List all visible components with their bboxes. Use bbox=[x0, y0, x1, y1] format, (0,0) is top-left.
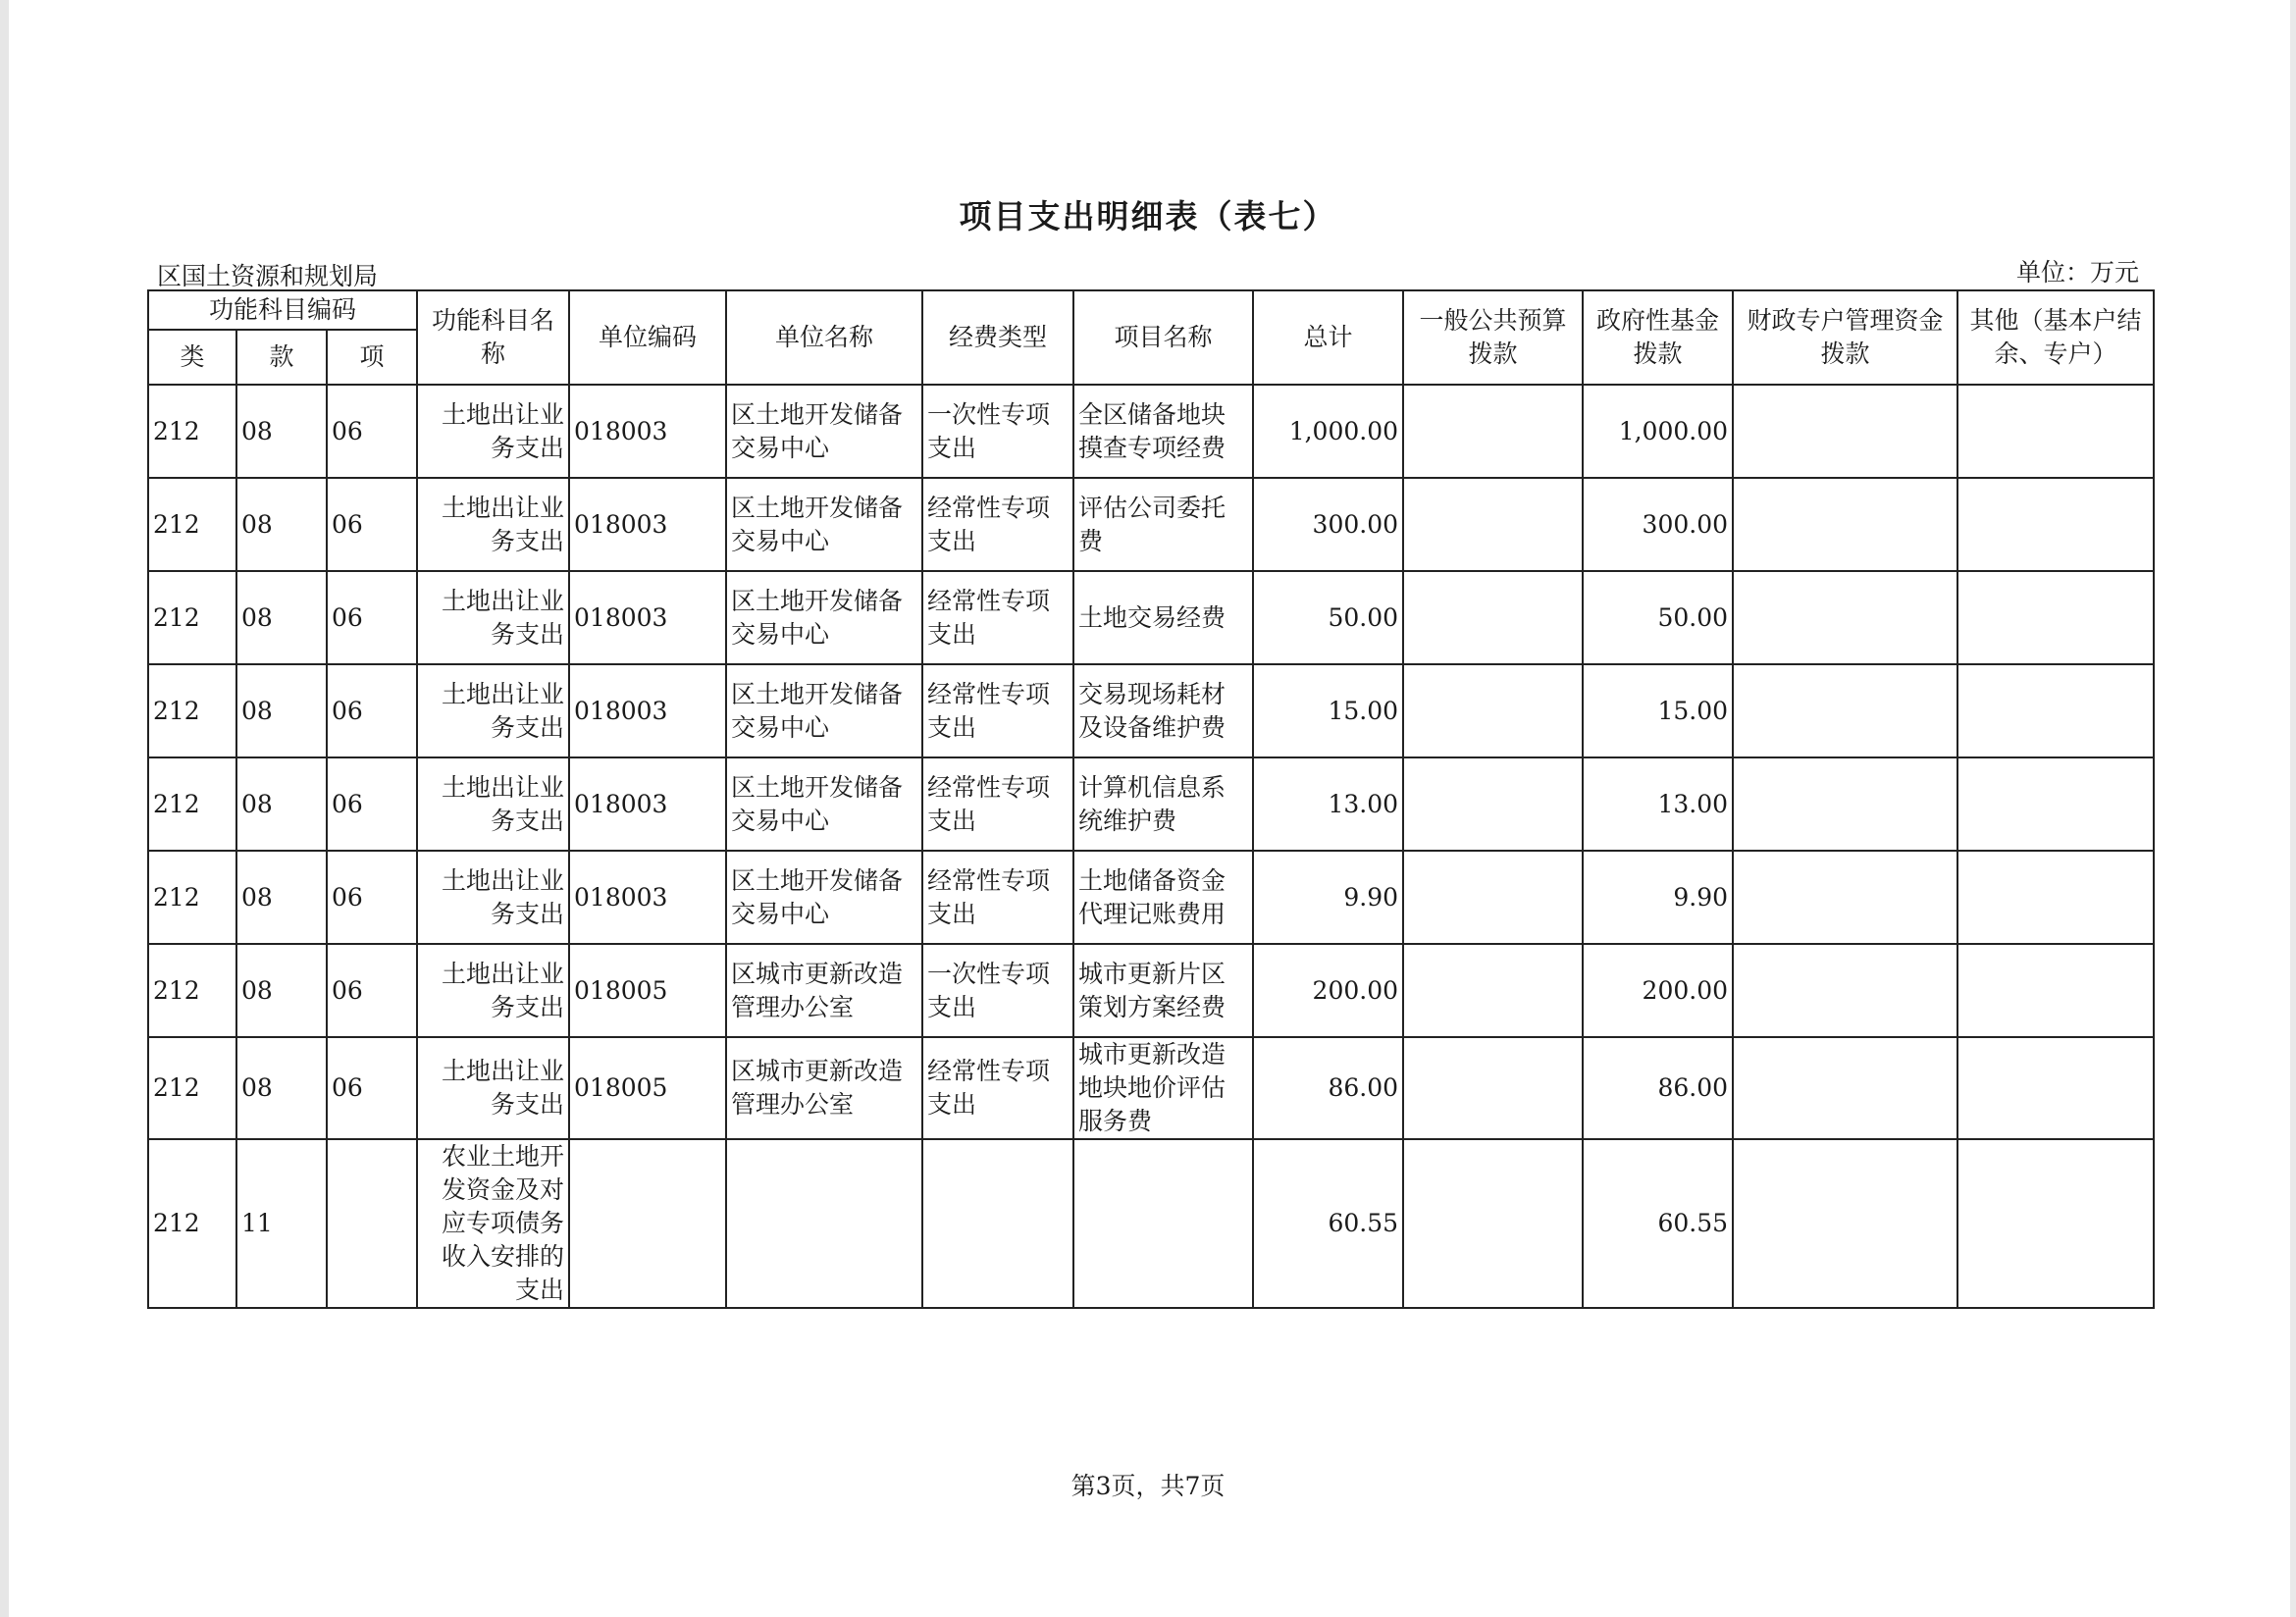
cell-unit-name bbox=[726, 1139, 922, 1308]
cell-special-account bbox=[1733, 664, 1957, 757]
cell-special-account bbox=[1733, 944, 1957, 1037]
header-unit-code: 单位编码 bbox=[569, 290, 726, 385]
table-row bbox=[148, 944, 2154, 1037]
cell-project-name: 土地交易经费 bbox=[1073, 571, 1253, 664]
cell-kuan: 08 bbox=[236, 664, 327, 757]
cell-other bbox=[1957, 1037, 2154, 1139]
cell-unit-name: 区城市更新改造管理办公室 bbox=[726, 1037, 922, 1139]
header-total: 总计 bbox=[1253, 290, 1403, 385]
cell-unit-code: 018003 bbox=[569, 385, 726, 478]
header-lei: 类 bbox=[148, 330, 236, 385]
cell-xiang: 06 bbox=[327, 757, 417, 851]
table-row bbox=[148, 571, 2154, 664]
header-func-name: 功能科目名称 bbox=[417, 290, 569, 385]
cell-gov-fund: 1,000.00 bbox=[1583, 385, 1733, 478]
cell-project-name: 城市更新片区策划方案经费 bbox=[1073, 944, 1253, 1037]
cell-special-account bbox=[1733, 851, 1957, 944]
cell-lei: 212 bbox=[148, 944, 236, 1037]
cell-total: 9.90 bbox=[1253, 851, 1403, 944]
cell-unit-code: 018005 bbox=[569, 944, 726, 1037]
cell-total: 50.00 bbox=[1253, 571, 1403, 664]
cell-lei: 212 bbox=[148, 478, 236, 571]
cell-unit-name: 区土地开发储备交易中心 bbox=[726, 757, 922, 851]
cell-total: 300.00 bbox=[1253, 478, 1403, 571]
cell-xiang bbox=[327, 1139, 417, 1308]
cell-lei: 212 bbox=[148, 851, 236, 944]
page-edge-right bbox=[2290, 0, 2296, 1617]
header-special-account: 财政专户管理资金拨款 bbox=[1733, 290, 1957, 385]
table-row bbox=[148, 1037, 2154, 1139]
cell-fund-type: 一次性专项支出 bbox=[922, 385, 1073, 478]
cell-unit-code bbox=[569, 1139, 726, 1308]
cell-xiang: 06 bbox=[327, 571, 417, 664]
cell-general-budget bbox=[1403, 1037, 1583, 1139]
cell-unit-name: 区土地开发储备交易中心 bbox=[726, 478, 922, 571]
cell-unit-code: 018005 bbox=[569, 1037, 726, 1139]
cell-func-name: 土地出让业务支出 bbox=[417, 757, 569, 851]
cell-func-name: 土地出让业务支出 bbox=[417, 571, 569, 664]
cell-lei: 212 bbox=[148, 571, 236, 664]
cell-unit-name: 区土地开发储备交易中心 bbox=[726, 385, 922, 478]
cell-fund-type: 经常性专项支出 bbox=[922, 757, 1073, 851]
cell-project-name: 交易现场耗材及设备维护费 bbox=[1073, 664, 1253, 757]
cell-project-name: 评估公司委托费 bbox=[1073, 478, 1253, 571]
cell-general-budget bbox=[1403, 478, 1583, 571]
cell-kuan: 08 bbox=[236, 944, 327, 1037]
header-unit-name: 单位名称 bbox=[726, 290, 922, 385]
cell-other bbox=[1957, 478, 2154, 571]
cell-special-account bbox=[1733, 757, 1957, 851]
cell-general-budget bbox=[1403, 1139, 1583, 1308]
cell-func-name: 土地出让业务支出 bbox=[417, 664, 569, 757]
cell-fund-type: 经常性专项支出 bbox=[922, 851, 1073, 944]
cell-fund-type bbox=[922, 1139, 1073, 1308]
cell-fund-type: 经常性专项支出 bbox=[922, 571, 1073, 664]
cell-func-name: 土地出让业务支出 bbox=[417, 851, 569, 944]
cell-unit-code: 018003 bbox=[569, 851, 726, 944]
cell-unit-name: 区土地开发储备交易中心 bbox=[726, 851, 922, 944]
cell-special-account bbox=[1733, 571, 1957, 664]
table-row bbox=[148, 664, 2154, 757]
cell-other bbox=[1957, 571, 2154, 664]
cell-xiang: 06 bbox=[327, 385, 417, 478]
cell-total: 1,000.00 bbox=[1253, 385, 1403, 478]
organization-name: 区国土资源和规划局 bbox=[157, 262, 379, 290]
cell-project-name bbox=[1073, 1139, 1253, 1308]
cell-total: 60.55 bbox=[1253, 1139, 1403, 1308]
cell-total: 200.00 bbox=[1253, 944, 1403, 1037]
cell-other bbox=[1957, 851, 2154, 944]
cell-general-budget bbox=[1403, 664, 1583, 757]
cell-general-budget bbox=[1403, 385, 1583, 478]
cell-project-name: 全区储备地块摸查专项经费 bbox=[1073, 385, 1253, 478]
cell-fund-type: 经常性专项支出 bbox=[922, 664, 1073, 757]
cell-special-account bbox=[1733, 478, 1957, 571]
cell-kuan: 08 bbox=[236, 571, 327, 664]
cell-kuan: 08 bbox=[236, 385, 327, 478]
cell-gov-fund: 50.00 bbox=[1583, 571, 1733, 664]
cell-func-name: 土地出让业务支出 bbox=[417, 1037, 569, 1139]
header-project-name: 项目名称 bbox=[1073, 290, 1253, 385]
cell-lei: 212 bbox=[148, 664, 236, 757]
cell-unit-name: 区土地开发储备交易中心 bbox=[726, 571, 922, 664]
cell-other bbox=[1957, 757, 2154, 851]
cell-unit-code: 018003 bbox=[569, 757, 726, 851]
cell-xiang: 06 bbox=[327, 944, 417, 1037]
table-row bbox=[148, 757, 2154, 851]
cell-func-name: 农业土地开发资金及对应专项债务收入安排的支出 bbox=[417, 1139, 569, 1308]
cell-func-name: 土地出让业务支出 bbox=[417, 385, 569, 478]
cell-gov-fund: 60.55 bbox=[1583, 1139, 1733, 1308]
page-title: 项目支出明细表（表七） bbox=[959, 197, 1337, 235]
cell-unit-name: 区土地开发储备交易中心 bbox=[726, 664, 922, 757]
cell-gov-fund: 15.00 bbox=[1583, 664, 1733, 757]
cell-xiang: 06 bbox=[327, 478, 417, 571]
cell-unit-code: 018003 bbox=[569, 478, 726, 571]
cell-xiang: 06 bbox=[327, 664, 417, 757]
header-fund-type: 经费类型 bbox=[922, 290, 1073, 385]
table-row bbox=[148, 851, 2154, 944]
cell-lei: 212 bbox=[148, 1139, 236, 1308]
cell-special-account bbox=[1733, 385, 1957, 478]
cell-xiang: 06 bbox=[327, 1037, 417, 1139]
cell-gov-fund: 300.00 bbox=[1583, 478, 1733, 571]
project-expenditure-table bbox=[147, 289, 2155, 1309]
cell-general-budget bbox=[1403, 944, 1583, 1037]
cell-general-budget bbox=[1403, 757, 1583, 851]
cell-gov-fund: 200.00 bbox=[1583, 944, 1733, 1037]
cell-project-name: 计算机信息系统维护费 bbox=[1073, 757, 1253, 851]
cell-func-name: 土地出让业务支出 bbox=[417, 944, 569, 1037]
cell-lei: 212 bbox=[148, 385, 236, 478]
cell-fund-type: 经常性专项支出 bbox=[922, 1037, 1073, 1139]
cell-other bbox=[1957, 385, 2154, 478]
cell-gov-fund: 13.00 bbox=[1583, 757, 1733, 851]
table-row bbox=[148, 478, 2154, 571]
cell-total: 86.00 bbox=[1253, 1037, 1403, 1139]
cell-other bbox=[1957, 664, 2154, 757]
cell-xiang: 06 bbox=[327, 851, 417, 944]
header-gov-fund: 政府性基金拨款 bbox=[1583, 290, 1733, 385]
cell-unit-code: 018003 bbox=[569, 571, 726, 664]
cell-unit-code: 018003 bbox=[569, 664, 726, 757]
table-row bbox=[148, 385, 2154, 478]
header-other: 其他（基本户结余、专户） bbox=[1957, 290, 2154, 385]
unit-label: 单位：万元 bbox=[2015, 258, 2139, 287]
page-number: 第3页，共7页 bbox=[1070, 1472, 1226, 1500]
cell-kuan: 08 bbox=[236, 1037, 327, 1139]
cell-lei: 212 bbox=[148, 757, 236, 851]
cell-gov-fund: 86.00 bbox=[1583, 1037, 1733, 1139]
table-row bbox=[148, 1139, 2154, 1308]
cell-kuan: 08 bbox=[236, 851, 327, 944]
page-edge-left bbox=[0, 0, 9, 1617]
cell-project-name: 土地储备资金代理记账费用 bbox=[1073, 851, 1253, 944]
header-code-group: 功能科目编码 bbox=[148, 290, 417, 330]
header-xiang: 项 bbox=[327, 330, 417, 385]
cell-kuan: 11 bbox=[236, 1139, 327, 1308]
cell-special-account bbox=[1733, 1139, 1957, 1308]
cell-unit-name: 区城市更新改造管理办公室 bbox=[726, 944, 922, 1037]
header-general-budget: 一般公共预算拨款 bbox=[1403, 290, 1583, 385]
cell-fund-type: 一次性专项支出 bbox=[922, 944, 1073, 1037]
cell-general-budget bbox=[1403, 571, 1583, 664]
cell-kuan: 08 bbox=[236, 478, 327, 571]
cell-gov-fund: 9.90 bbox=[1583, 851, 1733, 944]
cell-func-name: 土地出让业务支出 bbox=[417, 478, 569, 571]
cell-total: 13.00 bbox=[1253, 757, 1403, 851]
cell-kuan: 08 bbox=[236, 757, 327, 851]
cell-fund-type: 经常性专项支出 bbox=[922, 478, 1073, 571]
cell-general-budget bbox=[1403, 851, 1583, 944]
cell-other bbox=[1957, 944, 2154, 1037]
cell-project-name: 城市更新改造地块地价评估服务费 bbox=[1073, 1037, 1253, 1139]
cell-special-account bbox=[1733, 1037, 1957, 1139]
cell-total: 15.00 bbox=[1253, 664, 1403, 757]
cell-lei: 212 bbox=[148, 1037, 236, 1139]
header-kuan: 款 bbox=[236, 330, 327, 385]
cell-other bbox=[1957, 1139, 2154, 1308]
